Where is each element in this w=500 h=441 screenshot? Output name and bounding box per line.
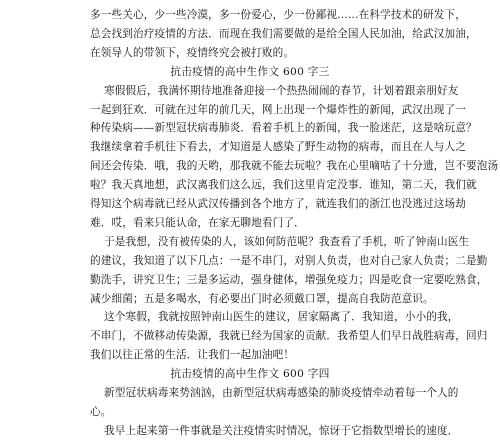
paragraph-line: 新型冠状病毒来势汹汹，由新型冠状病毒感染的肺炎疫情牵动着每一个人的 — [104, 387, 459, 399]
paragraph-line: 种传染病——新型冠状病毒肺炎．看着手机上的新闻，我一脸迷茫，这是啥玩意？ — [90, 122, 477, 135]
paragraph-line: 总会找到治疗疫情的方法．而现在我们需要做的是给全国人民加油，给武汉加油， — [90, 27, 477, 40]
paragraph-line: 在领导人的带领下，疫情终究会被打败的。 — [90, 46, 295, 59]
paragraph-line: 心。 — [90, 405, 112, 418]
section-heading: 抗击疫情的高中生作文 600 字四 — [170, 368, 330, 381]
paragraph-line: 难．哎，看来只能认命，在家无聊地看门了． — [90, 216, 305, 229]
paragraph-line: 啦？我天真地想，武汉离我们这么远，我们这里肯定没事．谁知，第二天，我们就 — [90, 179, 477, 192]
paragraph-line: 寒假假后，我满怀期待地准备迎接一个热热闹闹的春节，计划着跟亲朋好友 — [104, 84, 459, 97]
paragraph-line: 得知这个病毒就已经从武汉传播到各个地方了，就连我们的浙江也没逃过这场劫 — [90, 198, 467, 210]
paragraph-line: 减少细菌；五是多喝水，有必要出门时必须戴口罩，提高自我防范意识。 — [90, 292, 434, 305]
paragraph-line: 一起到狂欢．可就在过年的前几天，网上出现一个爆炸性的新闻，武汉出现了一 — [90, 103, 467, 116]
paragraph-line: 不串门，不做移动传染源，我就已经为国家的贡献．我希望人们早日战胜病毒，回归 — [90, 330, 488, 343]
section-heading: 抗击疫情的高中生作文 600 字三 — [170, 65, 330, 78]
paragraph-line: 这个寒假，我就按照钟南山医生的建议，居家隔离了．我知道，小小的我， — [104, 311, 459, 324]
paragraph-line: 我继续拿着手机往下看去，才知道是人感染了野生动物的病毒，而且在人与人之 — [90, 141, 467, 154]
paragraph-line: 勤洗手，讲究卫生；三是多运动，强身健体，增强免疫力；四是吃食一定要吃熟食， — [90, 273, 488, 286]
paragraph-line: 我早上起来第一件事就是关注疫情实时情况，惊讶于它指数型增长的速度． — [104, 424, 459, 437]
paragraph-line: 多一些关心，少一些冷漠，多一份爱心，少一份鄙视……在科学技术的研发下， — [90, 9, 467, 21]
paragraph-line: 于是我想，没有被传染的人，该如何防范呢？我查看了手机，听了钟南山医生 — [104, 235, 470, 248]
paragraph-line: 间还会传染．哦，我的天哟，那我就不能去玩啦？我在心里嘀咕了十分遗，岂不要泡汤 — [90, 160, 499, 173]
paragraph-line: 的建议，我知道了以下几点：一是不串门，对别人负责，也对自己家人负责；二是勤 — [90, 254, 488, 267]
paragraph-line: 我们以往正常的生活．让我们一起加油吧！ — [90, 349, 295, 362]
